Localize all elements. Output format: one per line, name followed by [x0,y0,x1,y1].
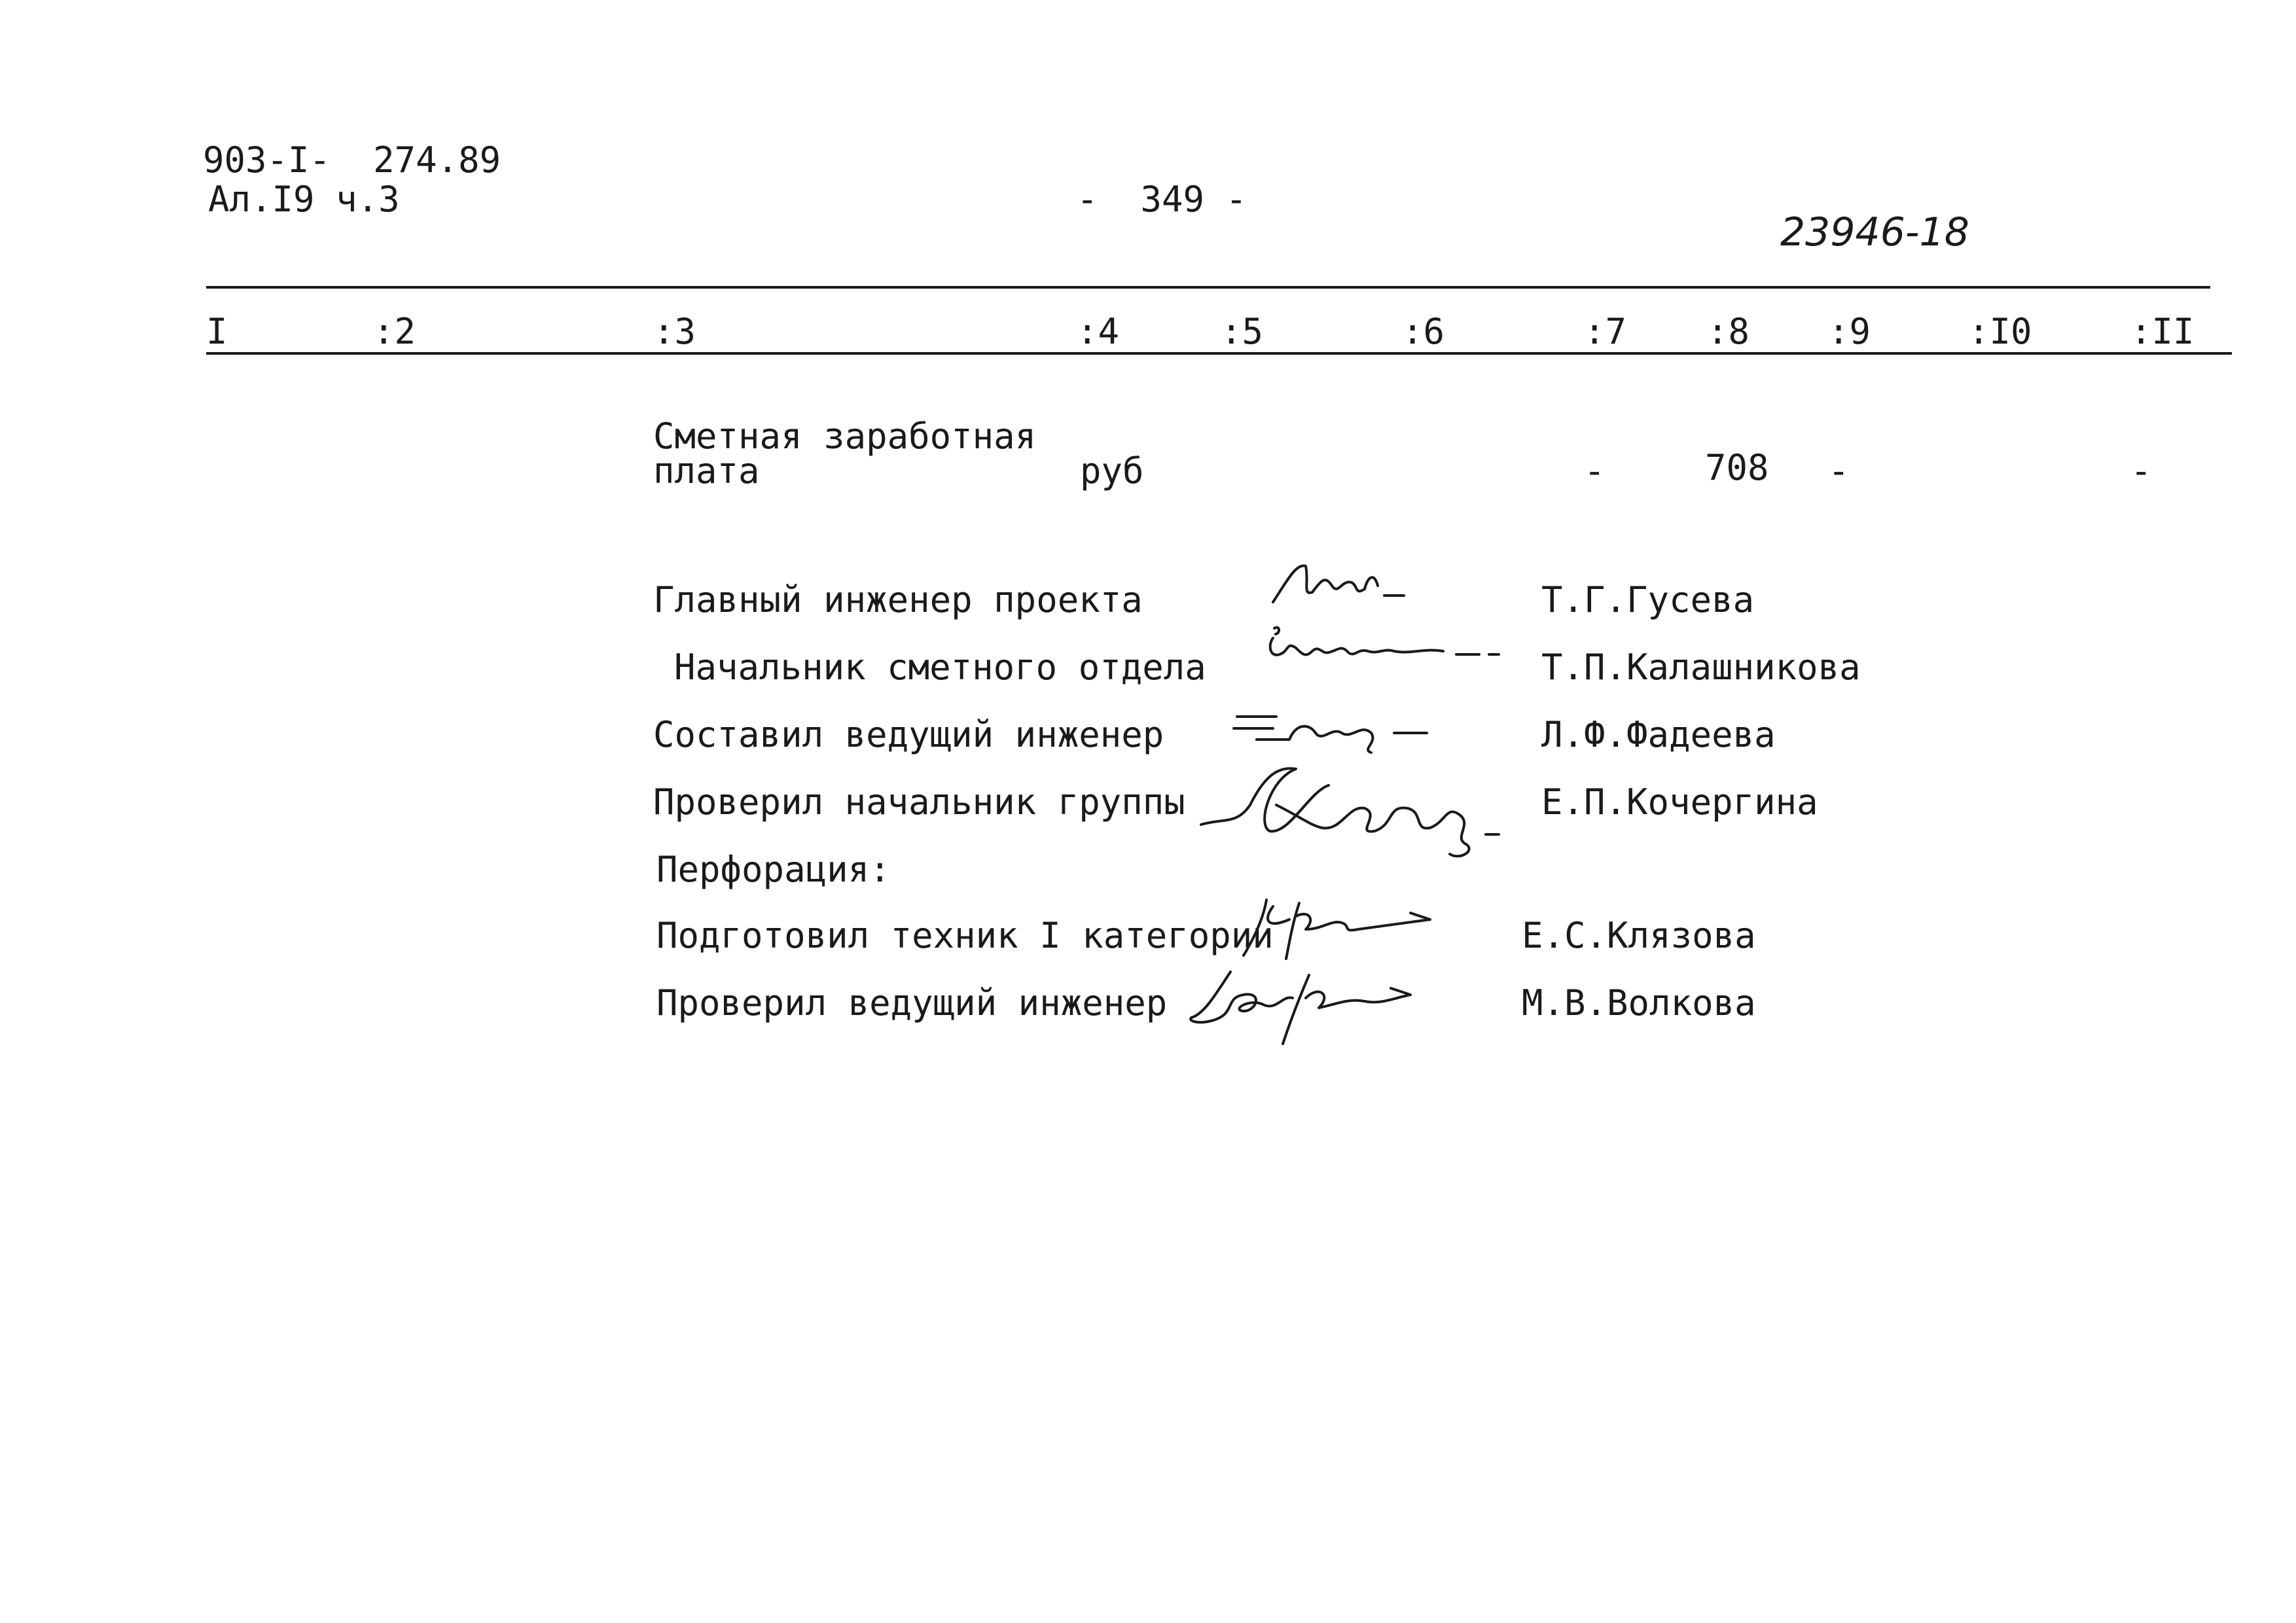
signature-role: Главный инженер проекта [653,579,1143,620]
wage-col8-value: 708 [1705,447,1769,488]
handwritten-signature [1185,959,1433,1050]
column-header-10: :I0 [1968,311,2032,352]
signature-role: Составил ведущий инженер [653,714,1164,755]
column-header-11: :II [2130,311,2195,352]
wage-label-line1: Сметная заработная [653,416,1037,457]
signature-name: Е.С.Клязова [1522,915,1756,956]
signature-role: Подготовил техник I категории [656,915,1274,956]
perforation-heading: Перфорация: [656,849,891,890]
document-part: Ал.I9 ч.3 [208,179,400,220]
column-header-6: :6 [1402,311,1445,352]
signature-name: Т.П.Калашникова [1541,647,1861,688]
handwritten-signature [1260,625,1509,677]
signature-role: Начальник сметного отдела [674,647,1206,688]
inventory-number: 23946-18 [1780,209,1969,255]
signature-name: М.В.Волкова [1522,982,1756,1024]
wage-col7-value: - [1584,450,1605,491]
handwritten-signature [1230,704,1453,756]
wage-unit: руб [1080,450,1144,491]
document-code: 903-I- 274.89 [203,139,501,181]
handwritten-signature [1237,893,1446,965]
handwritten-signature [1198,753,1525,864]
table-top-rule [206,286,2210,289]
signature-role: Проверил начальник группы [653,781,1185,823]
column-header-8: :8 [1707,311,1750,352]
column-header-5: :5 [1221,311,1264,352]
column-header-3: :3 [653,311,696,352]
column-header-4: :4 [1077,311,1120,352]
wage-col9-value: - [1828,450,1850,491]
signature-role: Проверил ведущий инженер [656,982,1168,1024]
column-header-1: I [206,311,228,352]
signature-name: Т.Г.Гусева [1541,579,1755,620]
wage-col11-value: - [2130,450,2152,491]
wage-label-line2: плата [653,450,760,491]
signature-name: Е.П.Кочергина [1541,781,1818,823]
table-header-bottom-rule [206,352,2232,355]
signature-name: Л.Ф.Фадеева [1541,714,1776,755]
handwritten-signature [1270,556,1414,615]
page-number: - 349 - [1077,179,1247,220]
column-header-2: :2 [373,311,416,352]
column-header-7: :7 [1584,311,1627,352]
column-header-9: :9 [1828,311,1871,352]
